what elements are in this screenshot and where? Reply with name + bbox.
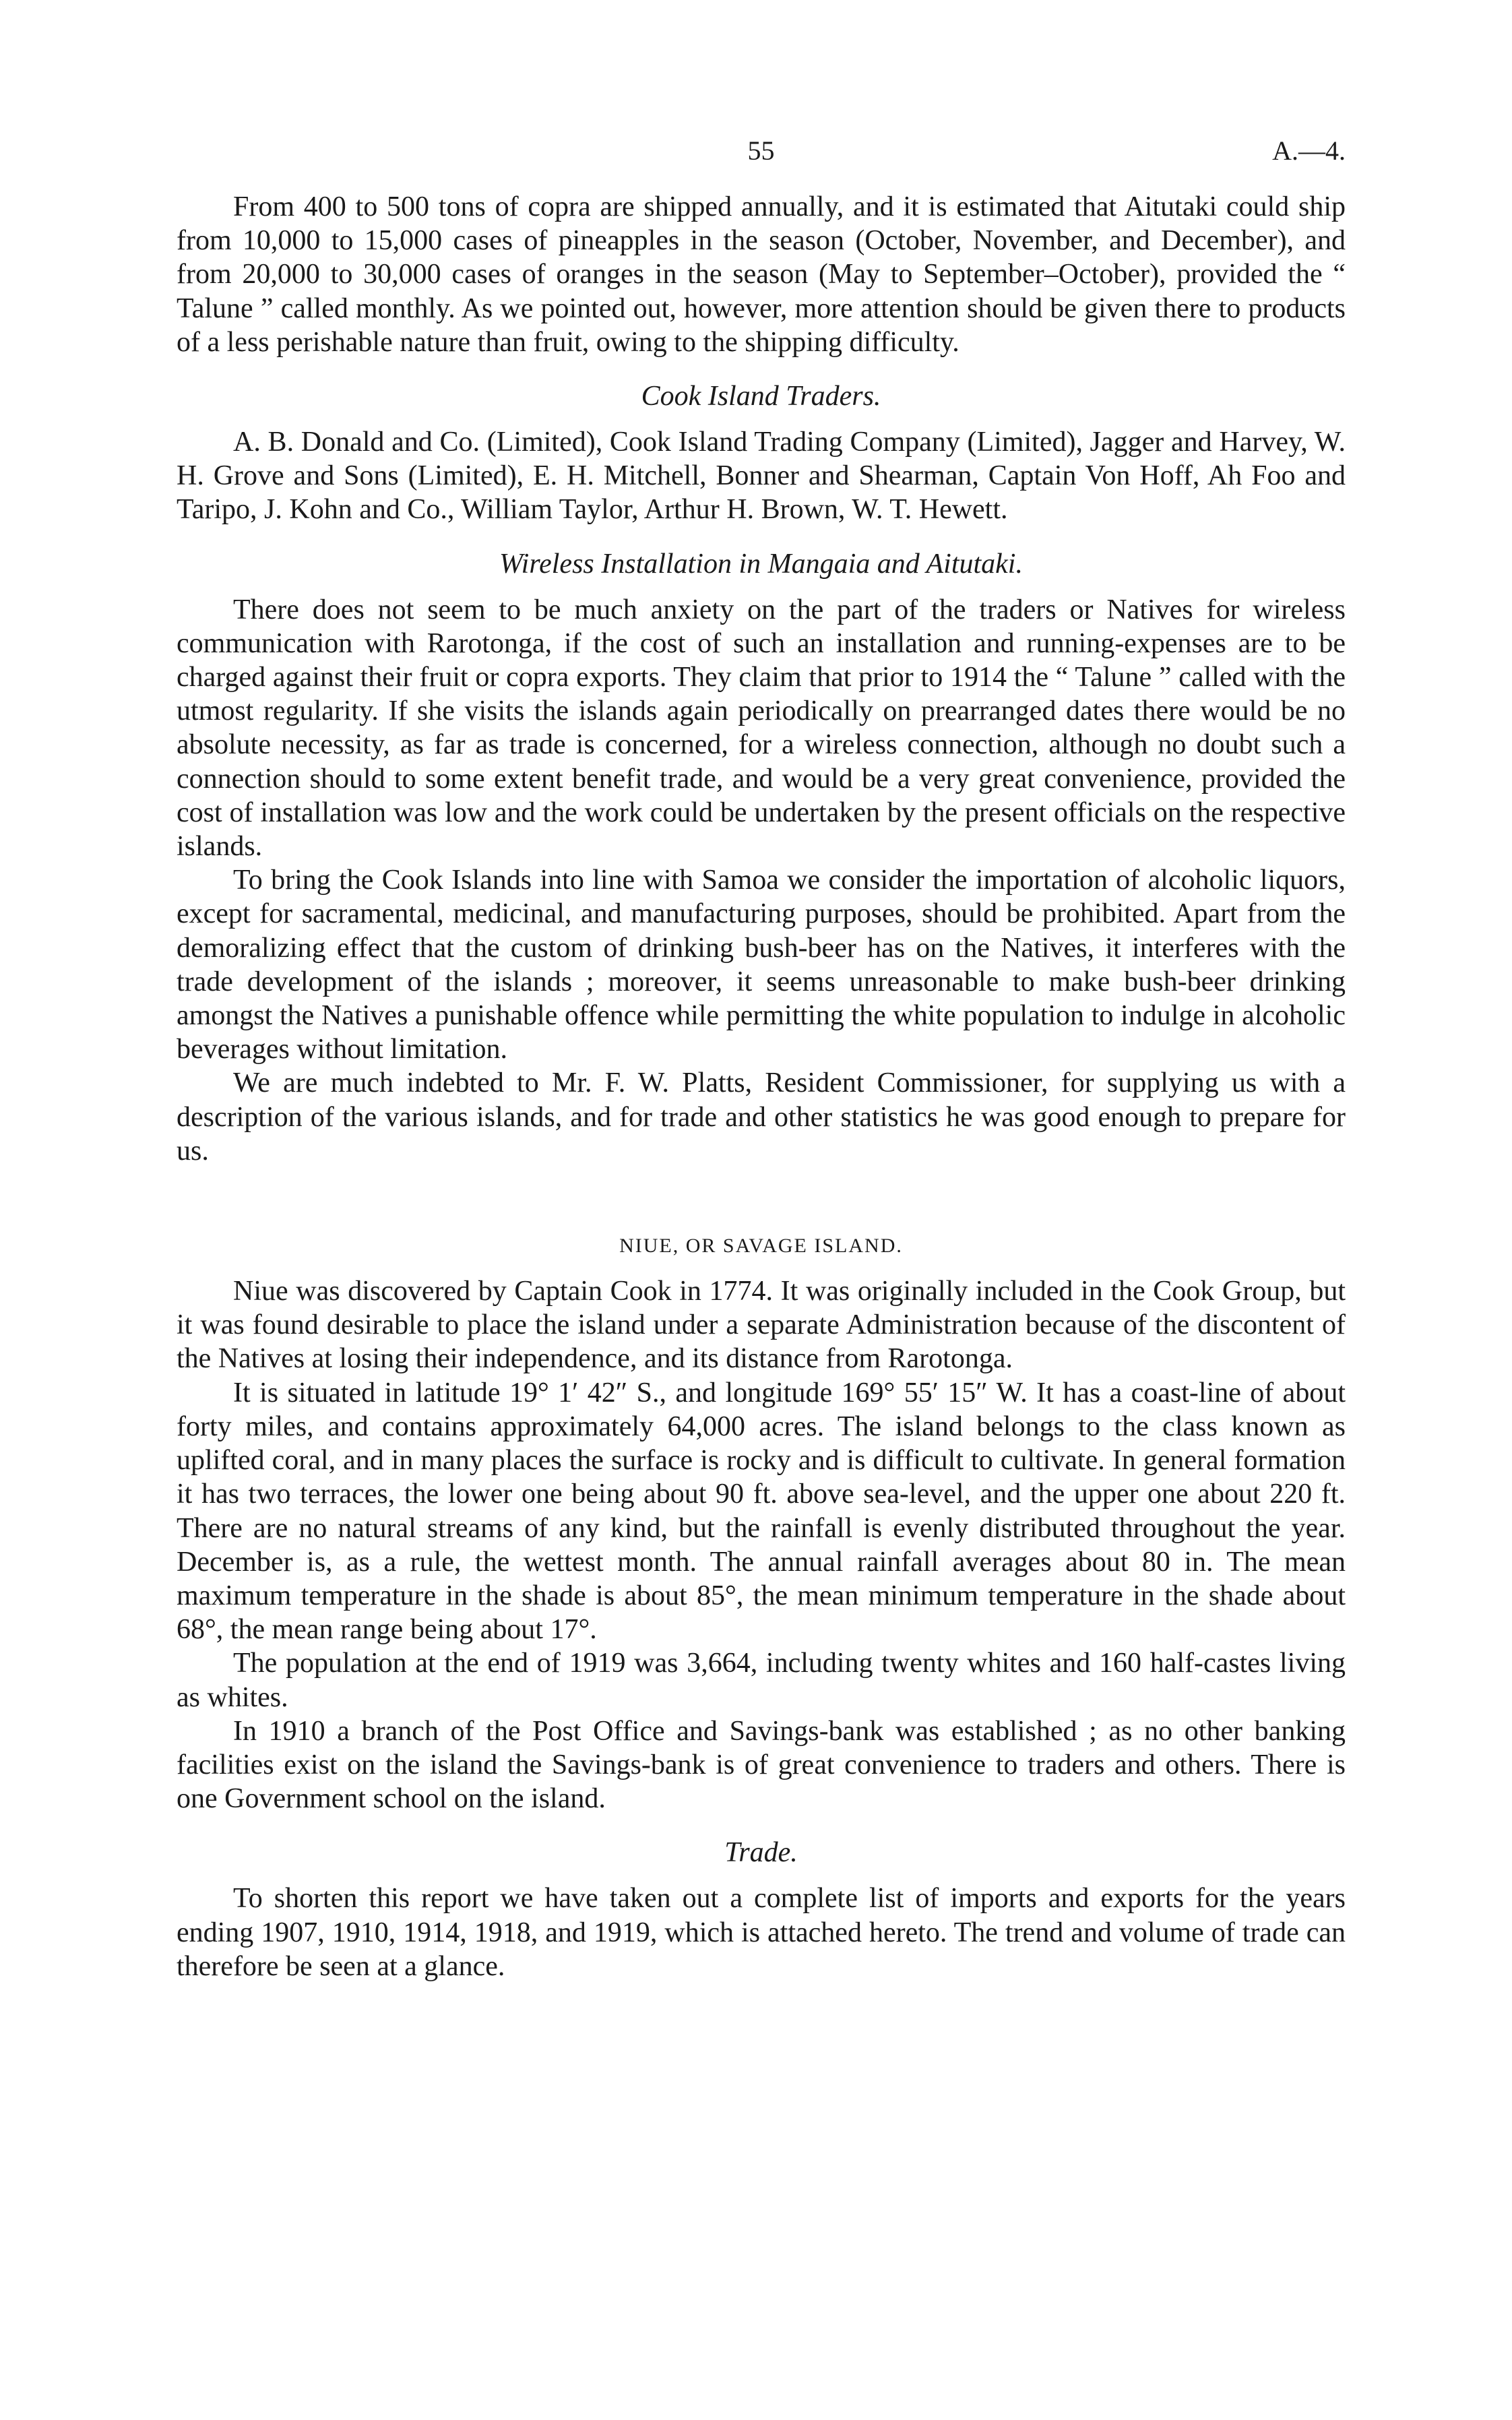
heading-cook-island-traders: Cook Island Traders. <box>641 381 881 412</box>
paragraph-acknowledgement: We are much indebted to Mr. F. W. Platts, Resident Commissioner, for supplying us with a description of the various islands, and for trade and other statistics he was good enough to prepare for us. <box>177 1067 1346 1167</box>
document-reference: A.—4. <box>1272 135 1346 166</box>
paragraph-niue-discovery: Niue was discovered by Captain Cook in 1774. It was originally included in the Cook Group, but it was found desirable to place the island under a separate Administration because of the discontent of the Natives at losing their independence, and its distance from Rarotonga. <box>177 1276 1346 1375</box>
page-header <box>177 135 1346 182</box>
page-number: 55 <box>747 135 775 166</box>
paragraph-liquor: To bring the Cook Islands into line with Samoa we consider the importation of alcoholic liquors, except for sacramental, medicinal, and manufacturing purposes, should be prohibited. Apart from the demoralizing effect that the custom of drinking bush-beer has on the Natives, it interferes with the trade development of the islands ; moreover, it seems unreasonable to make bush-beer drinking amongst the Natives a punishable offence while permitting the white population to indulge in alcoholic beverages without limitation. <box>177 865 1346 1065</box>
paragraph-niue-geography: It is situated in latitude 19° 1′ 42″ S., and longitude 169° 55′ 15″ W. It has a coast-line of about forty miles, and contains approximately 64,000 acres. The island belongs to the class known as uplifted coral, and in many places the surface is rocky and is difficult to cultivate. In general formation it has two terraces, the lower one being about 90 ft. above sea-level, and the upper one about 220 ft. There are no natural streams of any kind, but the rainfall is evenly distributed throughout the year. December is, as a rule, the wettest month. The annual rainfall averages about 80 in. The mean maximum temperature in the shade is about 85°, the mean minimum temperature in the shade about 68°, the mean range being about 17°. <box>177 1377 1346 1646</box>
paragraph-niue-post-office: In 1910 a branch of the Post Office and Savings-bank was established ; as no other banking facilities exist on the island the Savings-bank is of great convenience to traders and others. There is one Government school on the island. <box>177 1715 1346 1815</box>
heading-wireless-installation: Wireless Installation in Mangaia and Aitutaki. <box>499 548 1023 580</box>
paragraph-wireless: There does not seem to be much anxiety on the part of the traders or Natives for wireless communication with Rarotonga, if the cost of such an installation and running-expenses are to be charged against their fruit or copra exports. They claim that prior to 1914 the “ Talune ” called with the utmost regularity. If she visits the islands again periodically on prearranged dates there would be no absolute necessity, as far as trade is concerned, for a wireless connection, although no doubt such a connection should to some extent benefit trade, and would be a very great convenience, provided the cost of installation was low and the work could be undertaken by the present officials on the respective islands. <box>177 594 1346 863</box>
paragraph-niue-population: The population at the end of 1919 was 3,664, including twenty whites and 160 half-castes living as whites. <box>177 1648 1346 1713</box>
paragraph-traders-list: A. B. Donald and Co. (Limited), Cook Island Trading Company (Limited), Jagger and Harvey, W. H. Grove and Sons (Limited), E. H. Mitchell, Bonner and Shearman, Captain Von Hoff, Ah Foo and Taripo, J. Kohn and Co., William Taylor, Arthur H. Brown, W. T. Hewett. <box>177 427 1346 526</box>
heading-niue: NIUE, OR SAVAGE ISLAND. <box>619 1235 903 1258</box>
heading-trade: Trade. <box>724 1837 798 1869</box>
document-page <box>177 135 1346 1983</box>
paragraph-trade: To shorten this report we have taken out a complete list of imports and exports for the years ending 1907, 1910, 1914, 1918, and 1919, which is attached hereto. The trend and volume of trade can therefore be seen at a glance. <box>177 1883 1346 1982</box>
paragraph-copra-exports: From 400 to 500 tons of copra are shipped annually, and it is estimated that Aitutaki could ship from 10,000 to 15,000 cases of pineapples in the season (October, November, and December), and from 20,000 to 30,000 cases of oranges in the season (May to September–October), provided the “ Talune ” called monthly. As we pointed out, however, more attention should be given there to products of a less perishable nature than fruit, owing to the shipping difficulty. <box>177 191 1346 358</box>
